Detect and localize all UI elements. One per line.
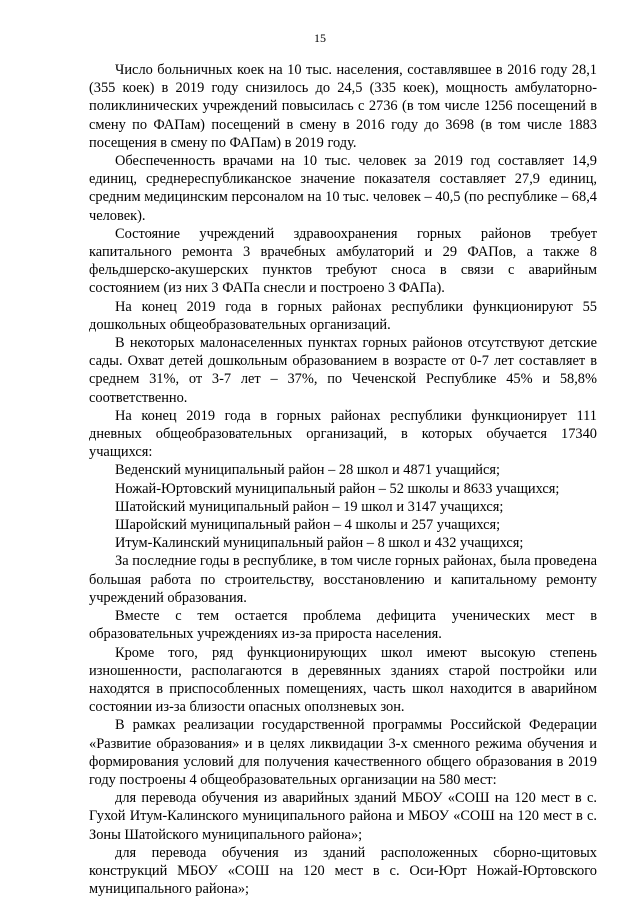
paragraph-construction-work: За последние годы в республике, в том числе горных районах, была проведена большая работа по строительству, восстановлению и капитальному ремонту учреждений образования. (89, 553, 597, 606)
district-list-item: Шатойский муниципальный район – 19 школ и 3147 учащихся; (115, 498, 504, 515)
paragraph-preschool-count: На конец 2019 года в горных районах республики функционируют 55 дошкольных общеобразовательных организаций. (89, 298, 597, 333)
district-list-item: Ножай-Юртовский муниципальный район – 52 школы и 8633 учащихся; (115, 480, 560, 497)
paragraph-hospital-beds: Число больничных коек на 10 тыс. населения, составлявшее в 2016 году 28,1 (355 коек) в 2019 году снизилось до 24,5 (335 коек), мощность амбулаторно-поликлинических учреждений повысилась с 2736 (в том числе 1256 посещений в смену по ФАПам) посещений в смену в 2016 году до 3698 (в том числе 1883 посещения в смену по ФАПам) в 2019 году. (89, 62, 597, 151)
page-number: 15 (314, 31, 326, 45)
paragraph-relocation-prefab: для перевода обучения из зданий расположенных сборно-щитовых конструкций МБОУ «СОШ на 120 мест в с. Оси-Юрт Ножай-Юртовского муниципального района»; (89, 844, 597, 898)
district-list-item: Итум-Калинский муниципальный район – 8 школ и 432 учащихся; (115, 535, 524, 552)
paragraph-schools-count: На конец 2019 года в горных районах республики функционирует 111 дневных общеобразовательных организаций, в которых обучается 17340 учащихся: (89, 407, 597, 461)
paragraph-relocation-emergency: для перевода обучения из аварийных зданий МБОУ «СОШ на 120 мест в с. Гухой Итум-Калинского муниципального района и МБОУ «СОШ на 120 мест в с. Зоны Шатойского муниципального района»; (89, 790, 597, 843)
paragraph-school-condition: Кроме того, ряд функционирующих школ имеют высокую степень изношенности, располагаются в деревянных зданиях старой постройки или находятся в приспособленных помещениях, часть школ находится в аварийном состоянии из-за близости опасных оползневых зон. (89, 644, 597, 716)
paragraph-preschool-coverage: В некоторых малонаселенных пунктах горных районов отсутствуют детские сады. Охват детей дошкольным образованием в возрасте от 0-7 лет составляет в среднем 31%, от 3-7 лет – 37%, по Чеченской Республике 45% и 58,8% соответственно. (89, 335, 597, 406)
paragraph-program-implementation: В рамках реализации государственной программы Российской Федерации «Развитие образования» и в целях ликвидации 3-х сменного режима обучения и формирования условий для получения качественного общего образования в 2019 году построены 4 общеобразовательных организации на 580 мест: (89, 717, 597, 788)
paragraph-doctors-provision: Обеспеченность врачами на 10 тыс. человек за 2019 год составляет 14,9 единиц, среднереспубликанское значение показателя составляет 27,9 единиц, средним медицинским персоналом на 10 тыс. человек – 40,5 (по республике – 68,4 человек). (89, 153, 597, 224)
district-list-item: Веденский муниципальный район – 28 школ и 4871 учащийся; (115, 462, 500, 479)
district-list-item: Шаройский муниципальный район – 4 школы и 257 учащихся; (115, 517, 501, 534)
paragraph-healthcare-facilities: Состояние учреждений здравоохранения горных районов требует капитального ремонта 3 врачебных амбулаторий и 29 ФАПов, а также 8 фельдшерско-акушерских пунктов требуют сноса в связи с аварийным состоянием (из них 3 ФАПа снесли и построено 3 ФАПа). (89, 225, 597, 297)
paragraph-seat-shortage: Вместе с тем остается проблема дефицита ученических мест в образовательных учреждениях из-за прироста населения. (89, 608, 597, 643)
body-text (89, 61, 597, 898)
